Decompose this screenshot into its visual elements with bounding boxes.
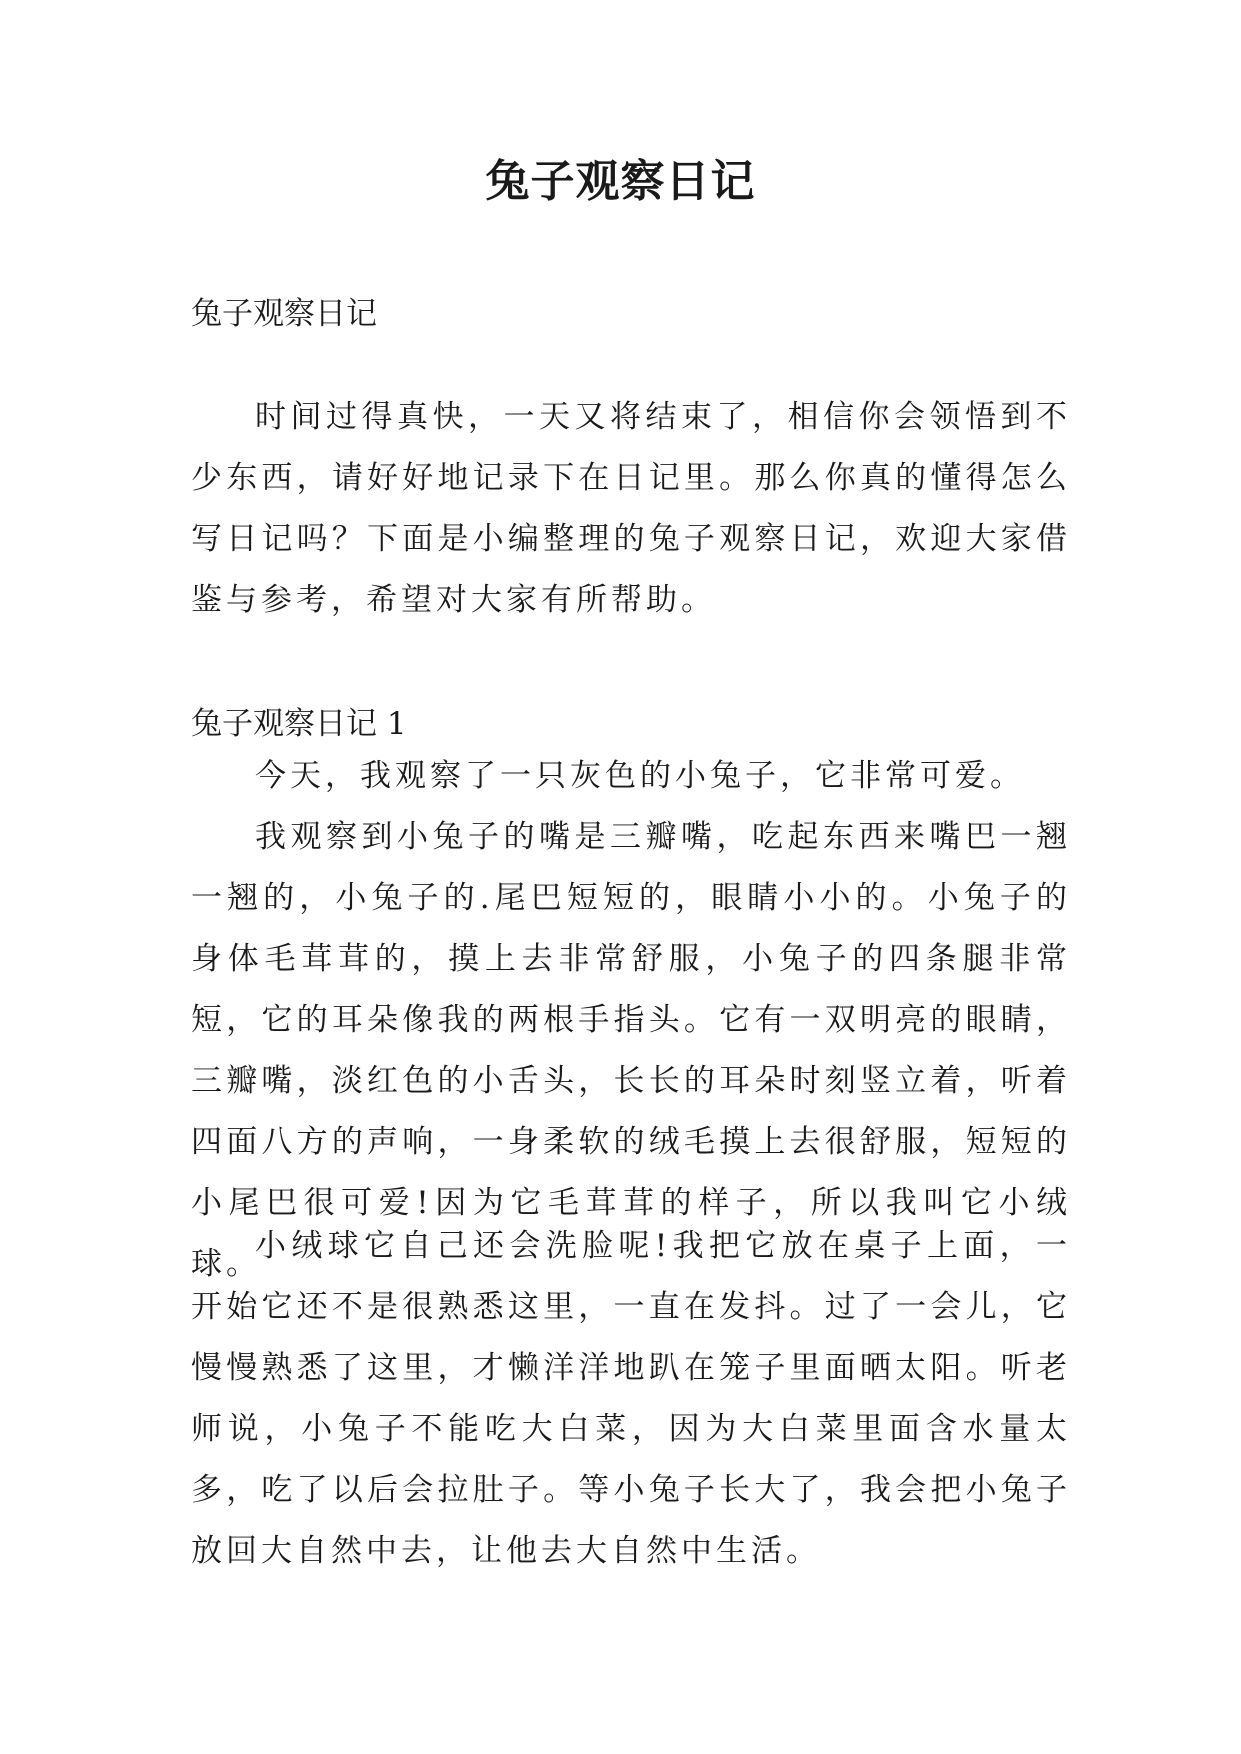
entry-paragraph-2: 我观察到小兔子的嘴是三瓣嘴，吃起东西来嘴巴一翘一翘的，小兔子的.尾巴短短的，眼睛小小的。小兔子的身体毛茸茸的，摸上去非常舒服，小兔子的四条腿非常短，它的耳朵像我的两根手指头。它有一双明亮的眼睛，三瓣嘴，淡红色的小舌头，长长的耳朵时刻竖立着，听着四面八方的声响，一身柔软的绒毛摸上去很舒服，短短的小尾巴很可爱!因为它毛茸茸的样子，所以我叫它小绒球。: [191, 819, 1071, 1282]
intro-paragraph: 时间过得真快，一天又将结束了，相信你会领悟到不少东西，请好好地记录下在日记里。那么你真的懂得怎么写日记吗？下面是小编整理的兔子观察日记，欢迎大家借鉴与参考，希望对大家有所帮助。: [191, 399, 1071, 618]
entry-paragraph-1: 今天，我观察了一只灰色的小兔子，它非常可爱。: [255, 758, 1025, 794]
document-subtitle: 兔子观察日记: [191, 296, 377, 332]
document-title: 兔子观察日记: [485, 156, 756, 207]
entry-paragraph-3: 小绒球它自己还会洗脸呢!我把它放在桌子上面，一开始它还不是很熟悉这里，一直在发抖。过了一会儿，它慢慢熟悉了这里，才懒洋洋地趴在笼子里面晒太阳。听老师说，小兔子不能吃大白菜，因为大白菜里面含水量太多，吃了以后会拉肚子。等小兔子长大了，我会把小兔子放回大自然中去，让他去大自然中生活。: [191, 1228, 1071, 1569]
entry-heading: 兔子观察日记 1: [191, 706, 407, 742]
